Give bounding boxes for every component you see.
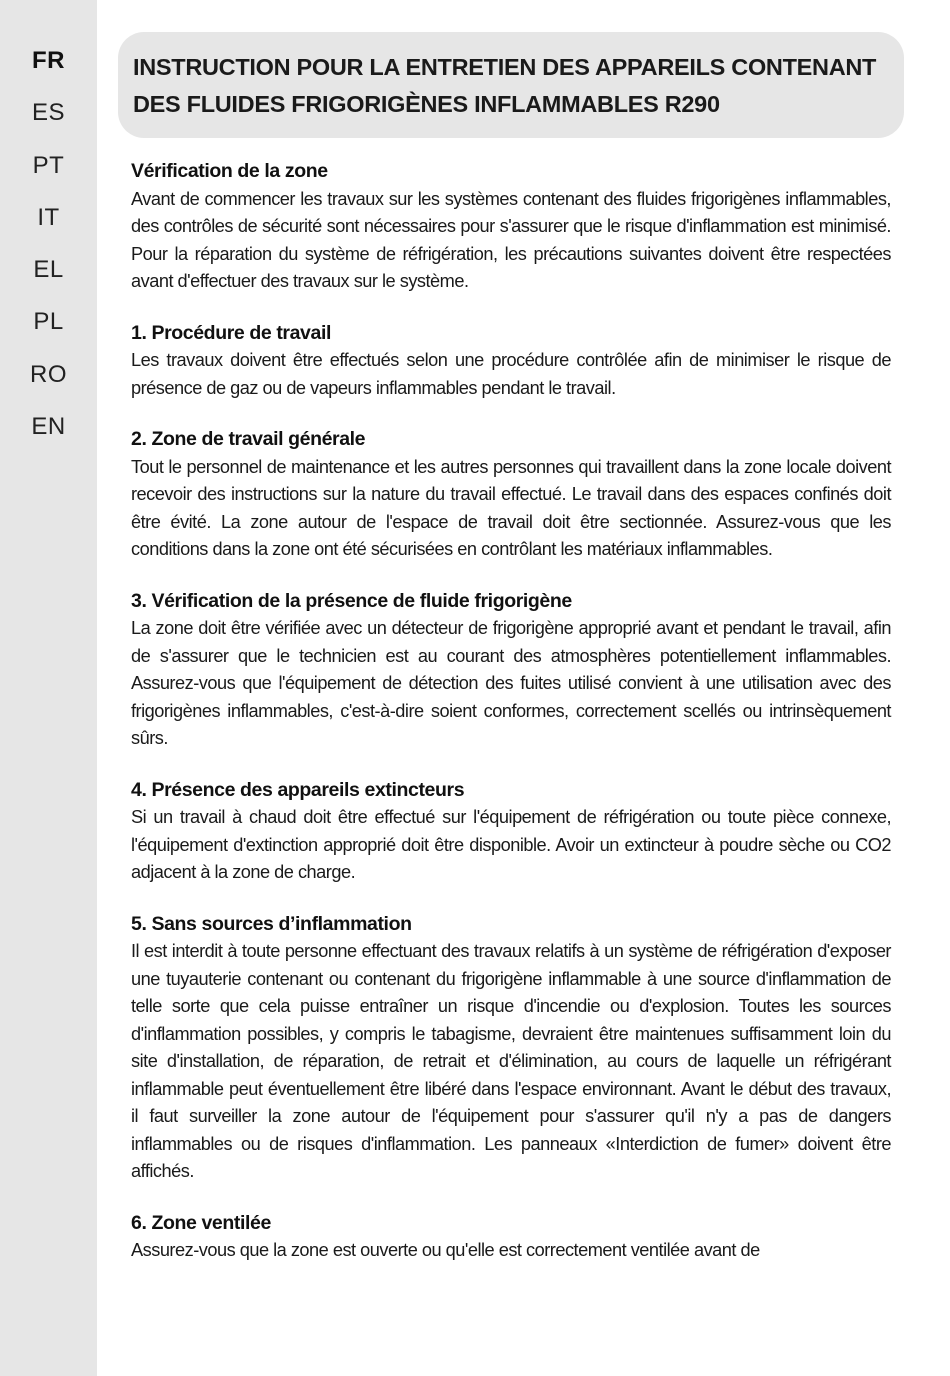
section-sources-inflammation — [131, 911, 891, 1186]
language-tab-ro[interactable]: RO — [30, 360, 67, 388]
section-paragraph: Les travaux doivent être effectués selon une procédure contrôlée afin de minimiser le risque de présence de gaz ou de vapeurs inflammables pendant le travail. — [131, 350, 891, 398]
section-verification-zone — [131, 158, 891, 296]
section-paragraph: Avant de commencer les travaux sur les systèmes contenant des fluides frigorigènes inflammables, des contrôles de sécurité sont nécessaires pour s'assurer que le risque d'inflammation est minimisé. Pour la réparation du système de réfrigération, les précautions suivantes doivent être respectées avant d'effectuer des travaux sur le système. — [131, 188, 891, 291]
section-heading: 1. Procédure de travail — [131, 321, 331, 344]
language-tab-fr[interactable]: FR — [32, 47, 65, 74]
section-heading: 5. Sans sources d’inflammation — [131, 912, 412, 935]
section-heading: 6. Zone ventilée — [131, 1211, 271, 1234]
language-tab-el[interactable]: EL — [33, 256, 64, 284]
language-sidebar — [0, 0, 97, 1376]
title-banner — [118, 32, 904, 138]
page-title: INSTRUCTION POUR LA ENTRETIEN DES APPAREILS CONTENANT DES FLUIDES FRIGORIGÈNES INFLAMMABLES R290 — [133, 54, 877, 117]
section-procedure-travail — [131, 320, 891, 403]
section-heading: 4. Présence des appareils extincteurs — [131, 778, 465, 801]
section-heading: Vérification de la zone — [131, 160, 328, 182]
section-verification-fluide — [131, 588, 891, 753]
section-paragraph: Assurez-vous que la zone est ouverte ou qu'elle est correctement ventilée avant de — [131, 1240, 760, 1260]
section-paragraph: Il est interdit à toute personne effectuant des travaux relatifs à un système de réfrigération d'exposer une tuyauterie contenant ou contenant du frigorigène inflammable à une source d'inflammation de telle sorte que cela puisse entraîner un risque d'incendie ou d'explosion. Toutes les sources d'inflammation possibles, y compris le tabagisme, devraient être maintenues suffisamment loin du site d'installation, de réparation, de retrait et d'élimination, au cours de laquelle un réfrigérant inflammable peut éventuellement être libéré dans l'espace environnant. Avant le début des travaux, il faut surveiller la zone autour de l'équipement pour s'assurer qu'il n'y a pas de dangers inflammables ou de risques d'inflammation. Les panneaux «Interdiction de fumer» doivent être affichés. — [131, 941, 891, 1181]
section-paragraph: La zone doit être vérifiée avec un détecteur de frigorigène approprié avant et pendant le travail, afin de s'assurer que le technicien est au courant des atmosphères potentiellement inflammables. Assurez-vous que l'équipement de détection des fuites utilisé convient à une utilisation avec des frigorigènes inflammables, c'est-à-dire soient conformes, correctement scellés ou intrinsèquement sûrs. — [131, 618, 891, 748]
section-heading: 2. Zone de travail générale — [131, 428, 366, 450]
section-zone-ventilee — [131, 1210, 891, 1265]
language-tab-es[interactable]: ES — [31, 99, 65, 127]
language-tab-pl[interactable]: PL — [33, 308, 64, 336]
language-list — [0, 38, 97, 456]
section-paragraph: Si un travail à chaud doit être effectué sur l'équipement de réfrigération ou toute pièce connexe, l'équipement d'extinction approprié doit être disponible. Avoir un extincteur à poudre sèche ou CO2 adjacent à la zone de charge. — [131, 807, 891, 882]
language-tab-pt[interactable]: PT — [32, 151, 65, 179]
language-tab-it[interactable]: IT — [37, 203, 60, 231]
section-paragraph: Tout le personnel de maintenance et les autres personnes qui travaillent dans la zone locale doivent recevoir des instructions sur la nature du travail effectué. Le travail dans des espaces confinés doit être évité. La zone autour de l'espace de travail doit être sectionnée. Assurez-vous que les conditions dans la zone ont été sécurisées en contrôlant les matériaux inflammables. — [131, 456, 891, 559]
section-heading: 3. Vérification de la présence de fluide frigorigène — [131, 589, 572, 612]
section-appareils-extincteurs — [131, 777, 891, 887]
document-content — [131, 158, 891, 1289]
section-zone-travail-generale — [131, 426, 891, 564]
language-tab-en[interactable]: EN — [31, 413, 66, 441]
